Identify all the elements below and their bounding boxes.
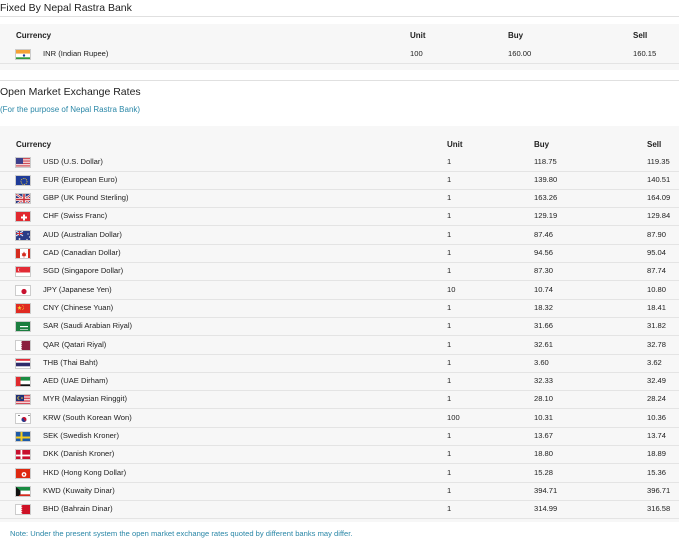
cell-currency: CAD (Canadian Dollar) <box>43 248 121 257</box>
cell-unit: 1 <box>447 504 452 514</box>
cell-buy: 129.19 <box>534 211 558 221</box>
table-row <box>0 445 679 464</box>
cell-sell: 3.62 <box>647 357 662 367</box>
cell-unit: 1 <box>447 357 452 367</box>
divider <box>0 80 679 81</box>
col-header-currency: Currency <box>16 31 52 40</box>
cell-buy: 160.00 <box>508 49 532 58</box>
cell-currency: HKD (Hong Kong Dollar) <box>43 467 127 477</box>
singapore-flag-icon <box>15 266 31 277</box>
cell-sell: 31.82 <box>647 321 667 331</box>
cell-currency: INR (Indian Rupee) <box>43 49 109 58</box>
cell-currency: KWD (Kuwaity Dinar) <box>43 485 115 495</box>
cell-currency: AED (UAE Dirham) <box>43 376 108 386</box>
cell-sell: 119.35 <box>647 156 670 166</box>
cell-currency: CNY (Chinese Yuan) <box>43 302 114 312</box>
cell-sell: 396.71 <box>647 485 671 495</box>
cell-currency: QAR (Qatari Riyal) <box>43 339 107 349</box>
cell-sell: 164.09 <box>647 193 671 203</box>
uk-flag-icon <box>15 193 31 204</box>
cell-sell: 160.15 <box>633 49 657 58</box>
table-row <box>0 171 679 190</box>
cell-buy: 394.71 <box>534 485 558 495</box>
india-flag-icon <box>15 49 31 60</box>
cell-sell: 316.58 <box>647 504 671 514</box>
cell-unit: 1 <box>447 485 452 495</box>
cell-currency: SEK (Swedish Kroner) <box>43 431 119 440</box>
table-row <box>0 317 679 336</box>
cell-currency: EUR (European Euro) <box>43 174 118 184</box>
cell-currency: BHD (Bahrain Dinar) <box>43 504 113 514</box>
table-row <box>0 299 679 318</box>
cell-sell: 32.49 <box>647 376 667 386</box>
fixed-rates-title: Fixed By Nepal Rastra Bank <box>0 2 132 14</box>
table-row <box>0 45 679 64</box>
cell-sell: 18.89 <box>647 449 667 459</box>
cell-currency: SAR (Saudi Arabian Riyal) <box>43 321 133 331</box>
uae-flag-icon <box>15 376 31 387</box>
cell-sell: 18.41 <box>647 302 667 312</box>
table-row <box>0 482 679 501</box>
usa-flag-icon <box>15 157 31 168</box>
saudi-flag-icon <box>15 321 31 332</box>
cell-sell: 95.04 <box>647 248 667 257</box>
open-market-subtitle: (For the purpose of Nepal Rastra Bank) <box>0 105 141 114</box>
cell-buy: 18.32 <box>534 302 554 312</box>
cell-sell: 140.51 <box>647 174 671 184</box>
cell-buy: 87.30 <box>534 266 554 276</box>
cell-currency: AUD (Australian Dollar) <box>43 229 122 239</box>
cell-buy: 314.99 <box>534 504 558 514</box>
table-row <box>0 464 679 483</box>
cell-currency: JPY (Japanese Yen) <box>43 284 112 294</box>
table-row <box>0 354 679 373</box>
malaysia-flag-icon <box>15 394 31 405</box>
table-row <box>0 336 679 355</box>
australia-flag-icon <box>15 230 31 241</box>
table-row <box>0 427 679 446</box>
cell-unit: 100 <box>410 49 423 58</box>
thailand-flag-icon <box>15 358 31 369</box>
cell-buy: 10.31 <box>534 412 554 422</box>
table-row <box>0 262 679 281</box>
cell-buy: 18.80 <box>534 449 554 459</box>
cell-unit: 1 <box>447 321 452 331</box>
footnote: Note: Under the present system the open market exchange rates quoted by different banks may differ. <box>10 529 353 538</box>
cell-buy: 10.74 <box>534 284 554 294</box>
qatar-flag-icon <box>15 340 31 351</box>
cell-buy: 94.56 <box>534 248 554 257</box>
cell-sell: 10.36 <box>647 412 667 422</box>
cell-buy: 3.60 <box>534 357 549 367</box>
bahrain-flag-icon <box>15 504 31 515</box>
cell-sell: 10.80 <box>647 284 667 294</box>
cell-buy: 15.28 <box>534 467 554 477</box>
cell-unit: 1 <box>447 266 452 276</box>
cell-unit: 1 <box>447 193 452 203</box>
cell-unit: 1 <box>447 339 452 349</box>
cell-unit: 1 <box>447 376 452 386</box>
cell-currency: DKK (Danish Kroner) <box>43 449 115 459</box>
cell-currency: THB (Thai Baht) <box>43 357 98 367</box>
cell-sell: 28.24 <box>647 394 667 404</box>
table-row <box>0 244 679 263</box>
cell-sell: 129.84 <box>647 211 671 221</box>
canada-flag-icon <box>15 248 31 259</box>
cell-currency: SGD (Singapore Dollar) <box>43 266 124 276</box>
cell-buy: 28.10 <box>534 394 554 404</box>
cell-unit: 1 <box>447 302 452 312</box>
table-row <box>0 153 679 172</box>
kuwait-flag-icon <box>15 486 31 497</box>
fixed-rates-table <box>0 24 679 70</box>
col-header-unit: Unit <box>447 140 463 149</box>
table-row <box>0 372 679 391</box>
col-header-currency: Currency <box>16 140 52 149</box>
cell-unit: 1 <box>447 211 452 221</box>
open-market-table <box>0 126 679 522</box>
cell-sell: 13.74 <box>647 431 667 440</box>
japan-flag-icon <box>15 285 31 296</box>
cell-currency: CHF (Swiss Franc) <box>43 211 108 221</box>
col-header-buy: Buy <box>534 140 550 149</box>
hongkong-flag-icon <box>15 468 31 479</box>
col-header-unit: Unit <box>410 31 426 40</box>
col-header-sell: Sell <box>647 140 662 149</box>
cell-unit: 1 <box>447 156 452 166</box>
cell-unit: 10 <box>447 284 456 294</box>
cell-unit: 1 <box>447 394 452 404</box>
cell-currency: USD (U.S. Dollar) <box>43 156 103 166</box>
col-header-sell: Sell <box>633 31 648 40</box>
cell-buy: 32.61 <box>534 339 554 349</box>
cell-buy: 32.33 <box>534 376 554 386</box>
cell-unit: 1 <box>447 449 452 459</box>
cell-buy: 163.26 <box>534 193 558 203</box>
cell-sell: 87.90 <box>647 229 667 239</box>
korea-flag-icon <box>15 413 31 424</box>
divider <box>0 16 679 17</box>
cell-unit: 100 <box>447 412 460 422</box>
cell-sell: 87.74 <box>647 266 667 276</box>
cell-buy: 31.66 <box>534 321 554 331</box>
cell-buy: 118.75 <box>534 156 557 166</box>
table-row <box>0 189 679 208</box>
table-row <box>0 226 679 245</box>
table-row <box>0 409 679 428</box>
table-row <box>0 500 679 519</box>
eu-flag-icon <box>15 175 31 186</box>
swiss-flag-icon <box>15 211 31 222</box>
col-header-buy: Buy <box>508 31 524 40</box>
table-row <box>0 390 679 409</box>
cell-unit: 1 <box>447 248 452 257</box>
cell-buy: 139.80 <box>534 174 558 184</box>
cell-currency: KRW (South Korean Won) <box>43 412 132 422</box>
cell-unit: 1 <box>447 431 452 440</box>
table-row <box>0 207 679 226</box>
cell-buy: 87.46 <box>534 229 554 239</box>
open-market-title: Open Market Exchange Rates <box>0 86 141 98</box>
denmark-flag-icon <box>15 449 31 460</box>
china-flag-icon <box>15 303 31 314</box>
cell-currency: MYR (Malaysian Ringgit) <box>43 394 127 404</box>
cell-unit: 1 <box>447 229 452 239</box>
cell-currency: GBP (UK Pound Sterling) <box>43 193 129 203</box>
cell-unit: 1 <box>447 174 452 184</box>
cell-buy: 13.67 <box>534 431 554 440</box>
sweden-flag-icon <box>15 431 31 442</box>
cell-sell: 15.36 <box>647 467 667 477</box>
cell-unit: 1 <box>447 467 452 477</box>
table-row <box>0 281 679 300</box>
cell-sell: 32.78 <box>647 339 667 349</box>
